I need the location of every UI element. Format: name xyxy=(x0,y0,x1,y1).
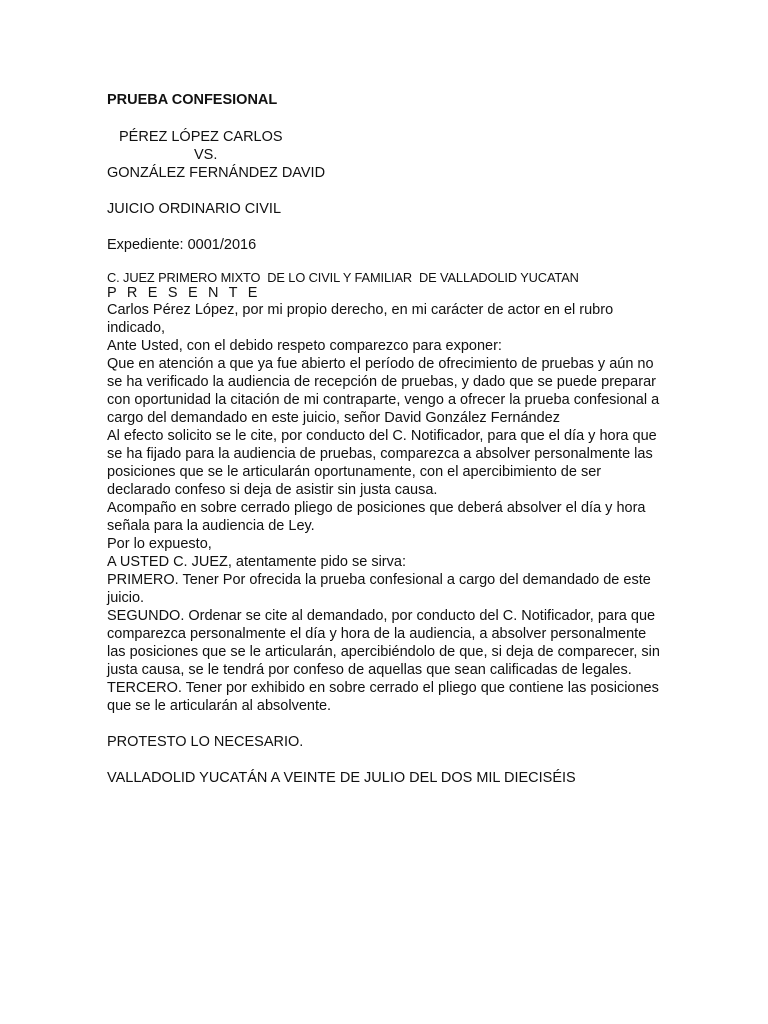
document-page xyxy=(107,91,667,787)
protesto-line: PROTESTO LO NECESARIO. xyxy=(107,734,304,750)
plaintiff-name: PÉREZ LÓPEZ CARLOS xyxy=(119,129,283,145)
paragraph: TERCERO. Tener por exhibido en sobre cerrado el pliego que contiene las posiciones que se le articularán al absolvente. xyxy=(107,680,659,714)
paragraph: SEGUNDO. Ordenar se cite al demandado, por conducto del C. Notificador, para que comparezca personalmente el día y hora de la audiencia, a absolver personalmente las posiciones que se le articularán, apercibiéndolo de que, si deja de comparecer, sin justa causa, se le tendrá por confeso de aquellas que sean calificadas de legales. xyxy=(107,608,660,678)
paragraph: A USTED C. JUEZ, atentamente pido se sirva: xyxy=(107,554,406,570)
paragraph: Que en atención a que ya fue abierto el período de ofrecimiento de pruebas y aún no se ha verificado la audiencia de recepción de pruebas, y dado que se puede preparar con oportunidad la citación de mi contraparte, vengo a ofrecer la prueba confesional a cargo del demandado en este juicio, señor David González Fernández xyxy=(107,356,660,426)
case-parties xyxy=(107,128,667,182)
place-date-line: VALLADOLID YUCATÁN A VEINTE DE JULIO DEL DOS MIL DIECISÉIS xyxy=(107,770,576,786)
presente-label: P R E S E N T E xyxy=(107,285,261,301)
document-body xyxy=(107,301,667,715)
paragraph: Al efecto solicito se le cite, por conducto del C. Notificador, para que el día y hora que se ha fijado para la audiencia de pruebas, comparezca a absolver personalmente las posiciones que se le articularán oportunamente, con el apercibimiento de ser declarado confeso si deja de asistir sin justa causa. xyxy=(107,428,657,498)
case-type: JUICIO ORDINARIO CIVIL xyxy=(107,201,282,217)
addressee-line: C. JUEZ PRIMERO MIXTO DE LO CIVIL Y FAMILIAR DE VALLADOLID YUCATAN xyxy=(107,270,579,285)
file-number: Expediente: 0001/2016 xyxy=(107,237,257,253)
document-title: PRUEBA CONFESIONAL xyxy=(107,92,278,108)
paragraph: Acompaño en sobre cerrado pliego de posiciones que deberá absolver el día y hora señala para la audiencia de Ley. xyxy=(107,500,646,534)
paragraph: Por lo expuesto, xyxy=(107,536,212,552)
versus-label: VS. xyxy=(194,147,218,163)
paragraph: Carlos Pérez López, por mi propio derecho, en mi carácter de actor en el rubro indicado, xyxy=(107,302,614,336)
paragraph: Ante Usted, con el debido respeto comparezco para exponer: xyxy=(107,338,502,354)
paragraph: PRIMERO. Tener Por ofrecida la prueba confesional a cargo del demandado de este juicio. xyxy=(107,572,651,606)
defendant-name: GONZÁLEZ FERNÁNDEZ DAVID xyxy=(107,165,326,181)
